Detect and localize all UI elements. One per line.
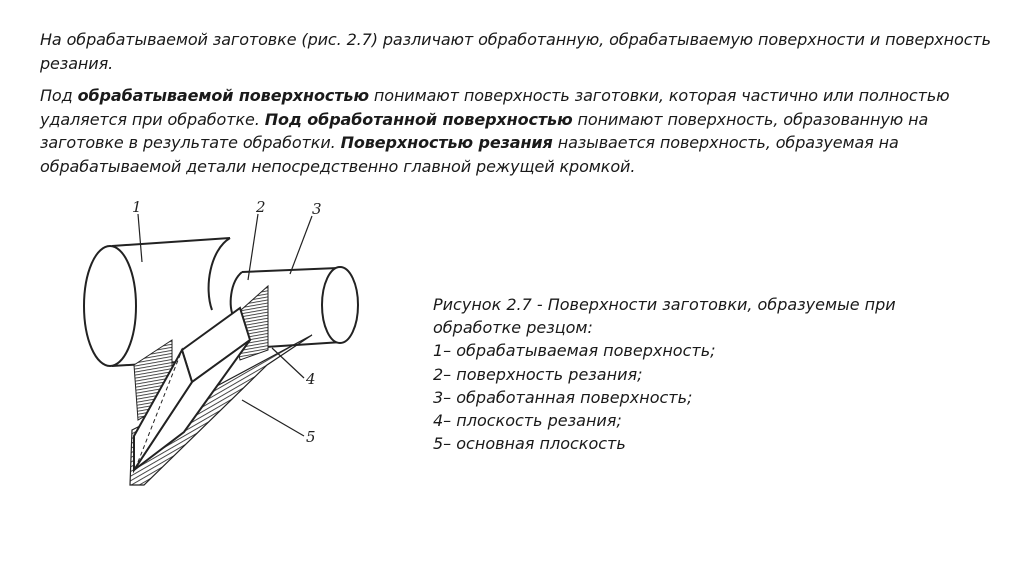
caption-item: 1– обрабатываемая поверхность;: [433, 341, 716, 361]
caption-item: 5– основная плоскость: [433, 434, 626, 454]
workpiece-figure: [72, 200, 392, 510]
intro-paragraph: На обрабатываемой заготовке (рис. 2.7) различают обработанную, обрабатываемую поверхности и поверхность резания.: [40, 30, 991, 73]
def-1: понимают поверхность заготовки, которая частично или полностью удаляется при обработке.: [40, 86, 950, 129]
term-cutting-surface: Поверхностью резания: [340, 133, 553, 152]
label-1: 1: [132, 200, 142, 216]
label-2: 2: [256, 200, 266, 216]
label-5: 5: [306, 428, 316, 446]
caption-title: Рисунок 2.7 - Поверхности заготовки, образуемые при: [433, 295, 896, 314]
label-3: 3: [312, 200, 322, 218]
caption-item: 3– обработанная поверхность;: [433, 387, 693, 407]
def-2: понимают поверхность, образованную на заготовке в результате обработки.: [40, 109, 929, 152]
figure-caption: [433, 293, 993, 455]
def-3: называется поверхность, образуемая на обрабатываемой детали непосредственно главной режущей кромкой.: [40, 133, 899, 176]
term-processed-surface: Под обработанной поверхностью: [264, 109, 573, 129]
caption-title-2: обработке резцом:: [433, 318, 593, 338]
label-4: 4: [306, 370, 316, 388]
caption-item: 2– поверхность резания;: [433, 364, 643, 384]
term-machined-surface: обрабатываемой поверхностью: [77, 86, 369, 105]
definitions-paragraph: [40, 84, 1000, 178]
def-prefix: Под: [40, 86, 78, 105]
caption-item: 4– плоскость резания;: [433, 411, 622, 431]
